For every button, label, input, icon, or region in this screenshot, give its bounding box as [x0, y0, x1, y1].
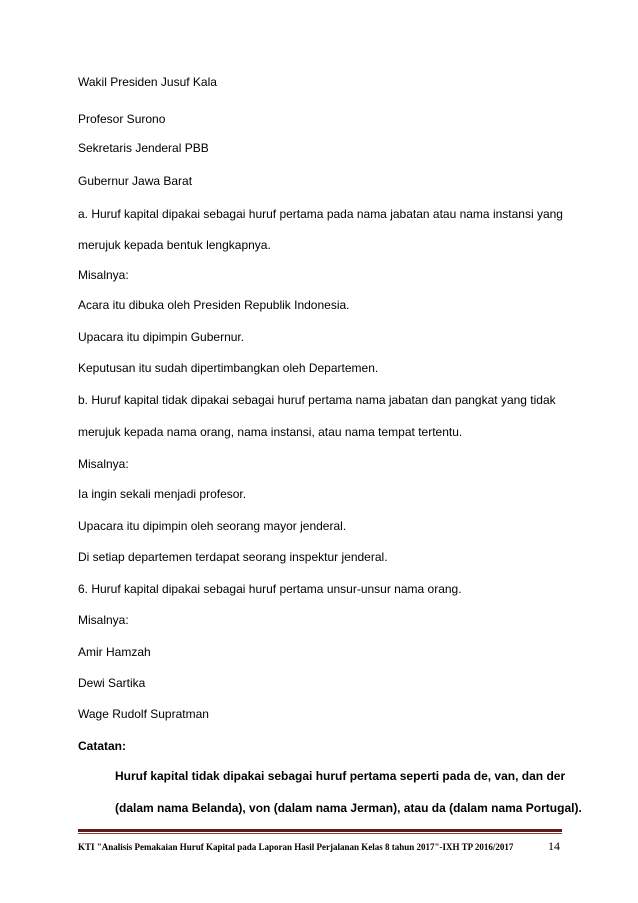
footer-caption: KTI "Analisis Pemakaian Huruf Kapital pada Laporan Hasil Perjalanan Kelas 8 tahun 2017"-IXH TP 2016/2017	[78, 842, 514, 852]
text-line: merujuk kepada nama orang, nama instansi, atau nama tempat tertentu.	[78, 425, 463, 439]
footer-rule-thin	[78, 833, 562, 834]
text-line: Sekretaris Jenderal PBB	[78, 141, 209, 155]
text-line: Di setiap departemen terdapat seorang inspektur jenderal.	[78, 550, 388, 564]
note-line: Huruf kapital tidak dipakai sebagai huruf pertama seperti pada de, van, dan der	[115, 769, 566, 783]
text-line: Acara itu dibuka oleh Presiden Republik Indonesia.	[78, 298, 350, 312]
text-line: Keputusan itu sudah dipertimbangkan oleh Departemen.	[78, 361, 379, 375]
text-line: Misalnya:	[78, 457, 129, 471]
text-line: a. Huruf kapital dipakai sebagai huruf pertama pada nama jabatan atau nama instansi yang	[78, 207, 563, 221]
text-line: Misalnya:	[78, 268, 129, 282]
note-line: (dalam nama Belanda), von (dalam nama Jerman), atau da (dalam nama Portugal).	[115, 801, 582, 815]
text-line: merujuk kepada bentuk lengkapnya.	[78, 238, 271, 252]
text-line: Wakil Presiden Jusuf Kala	[78, 75, 217, 89]
footer-rule	[78, 829, 562, 832]
page-number: 14	[548, 839, 560, 853]
text-line: Dewi Sartika	[78, 676, 146, 690]
text-line: Upacara itu dipimpin oleh seorang mayor jenderal.	[78, 519, 347, 533]
text-line: Gubernur Jawa Barat	[78, 174, 193, 188]
text-line: Upacara itu dipimpin Gubernur.	[78, 330, 245, 344]
text-line: Profesor Surono	[78, 112, 166, 126]
text-line: 6. Huruf kapital dipakai sebagai huruf pertama unsur-unsur nama orang.	[78, 582, 462, 596]
note-heading: Catatan:	[78, 739, 127, 753]
text-line: Ia ingin sekali menjadi profesor.	[78, 487, 247, 501]
text-line: b. Huruf kapital tidak dipakai sebagai huruf pertama nama jabatan dan pangkat yang tidak	[78, 393, 556, 407]
text-line: Misalnya:	[78, 613, 129, 627]
text-line: Wage Rudolf Supratman	[78, 707, 209, 721]
text-line: Amir Hamzah	[78, 645, 151, 659]
